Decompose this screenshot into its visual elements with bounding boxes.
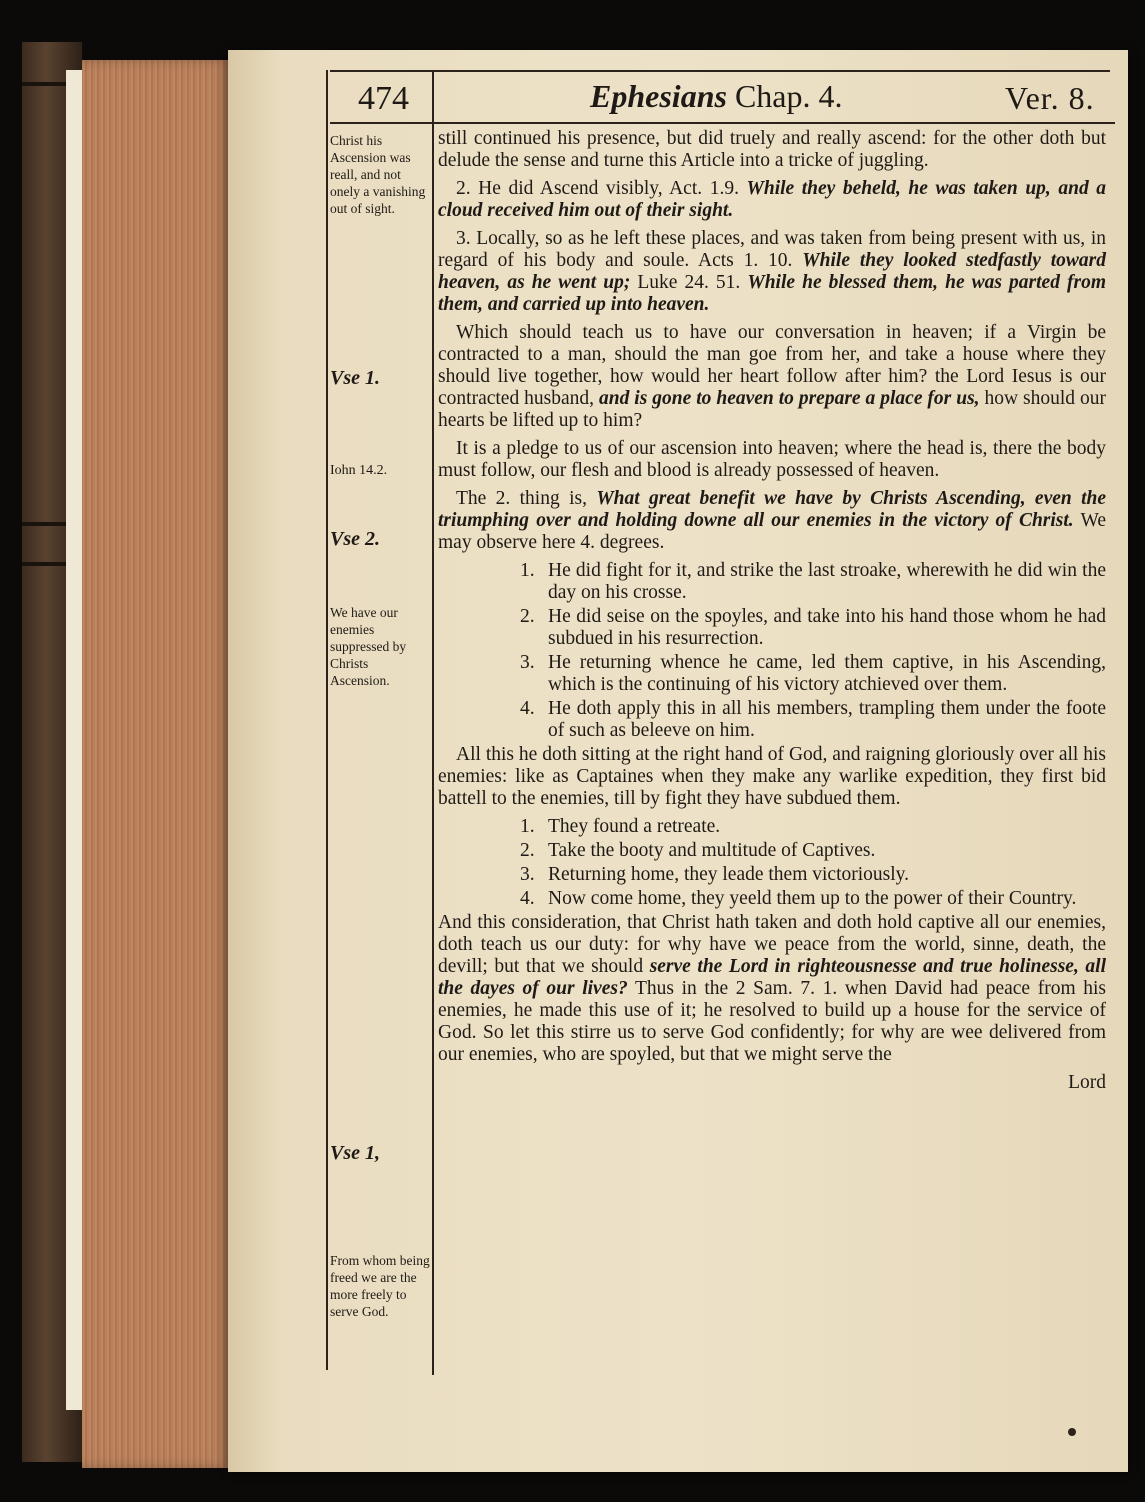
list-number: 2. (520, 840, 535, 861)
paragraph (438, 322, 1106, 432)
scripture-quote: While he blessed them, he was parted from them, and carried up into heaven. (438, 272, 1107, 315)
margin-note-serve-god: From whom being freed we are the more freely to serve God. (330, 1253, 430, 1319)
scripture-ref: Luke 24. 51. (637, 272, 741, 293)
verse-label: Ver. 8. (1005, 80, 1095, 116)
paragraph: still continued his presence, but did truely and really ascend: for the other doth but delude the sense and turne this Article into a tricke of juggling. (438, 128, 1106, 171)
list-text: He returning whence he came, led them captive, in his Ascending, which is the continuing of his victory atchieved over them. (548, 652, 1106, 695)
chapter-label: Chap. 4. (734, 78, 843, 114)
list-number: 4. (520, 698, 535, 719)
list-text: Returning home, they leade them victoriously. (548, 864, 910, 885)
margin-use-3: Vse 1, (330, 1142, 380, 1164)
page-block-edge (82, 60, 232, 1468)
margin-column-rule-right (432, 70, 434, 1375)
list-item (438, 652, 1106, 696)
margin-column-rule-left (326, 70, 328, 1370)
paragraph (438, 912, 1106, 1066)
list-item (438, 864, 1106, 886)
ink-spot (1068, 1428, 1076, 1436)
captains-list (438, 816, 1106, 910)
list-item (438, 816, 1106, 838)
list-number: 3. (520, 652, 535, 673)
paragraph-text: Which should teach us to have our conversation in heaven; if a Virgin be contracted to a man, should the man goe from her, and take a house where they should live together, how would her heart follow after him? the Lord Iesus is our contracted husband, (438, 322, 1106, 409)
margin-ref-john: Iohn 14.2. (330, 463, 388, 478)
paragraph-text: how should our hearts be lifted up to him? (438, 388, 1106, 431)
scripture-quote: While they beheld, he was taken up, and a cloud received him out of their sight. (438, 178, 1107, 221)
list-number: 2. (520, 606, 535, 627)
body-text (438, 128, 1106, 1094)
paragraph (438, 228, 1106, 316)
list-number: 3. (520, 864, 535, 885)
list-number: 4. (520, 888, 535, 909)
list-item (438, 606, 1106, 650)
list-text: They found a retreate. (548, 816, 721, 837)
paragraph: It is a pledge to us of our ascension into heaven; where the head is, there the body must follow, our flesh and blood is already possessed of heaven. (438, 438, 1106, 481)
list-text: Now come home, they yeeld them up to the power of their Country. (548, 888, 1077, 909)
list-number: 1. (520, 816, 535, 837)
endpaper (66, 70, 82, 1410)
list-text: He did seise on the spoyles, and take into his hand those whom he had subdued in his resurrection. (548, 606, 1106, 649)
list-text: Take the booty and multitude of Captives. (548, 840, 876, 861)
scripture-quote: While they looked stedfastly toward heaven, as he went up; (438, 250, 1106, 293)
degrees-list (438, 560, 1106, 742)
list-item (438, 560, 1106, 604)
list-number: 1. (520, 560, 535, 581)
list-text: He did fight for it, and strike the last stroake, wherewith he did win the day on his crosse. (548, 560, 1106, 603)
catchword: Lord (1068, 1072, 1106, 1093)
page-number: 474 (358, 80, 409, 117)
header-rule-top (330, 70, 1110, 72)
paragraph-text: We may observe here 4. degrees. (438, 510, 1106, 553)
margin-note-enemies: We have our enemies suppressed by Christs Ascension. (330, 605, 407, 688)
paragraph-text: 3. Locally, so as he left these places, and was taken from being present with us, in regard of his body and soule. Acts 1. 10. (438, 228, 1106, 271)
list-item (438, 698, 1106, 742)
book-title: Ephesians (590, 78, 727, 114)
list-text: He doth apply this in all his members, trampling them under the foote of such as beleeve on him. (548, 698, 1106, 741)
margin-note-ascension-real: Christ his Ascension was reall, and not onely a vanishing out of sight. (330, 133, 426, 216)
paragraph-text: And this consideration, that Christ hath taken and doth hold captive all our enemies, doth teach us our duty: for why have we peace from the world, sinne, death, the devill; but that we should (438, 912, 1106, 977)
margin-use-2: Vse 2. (330, 528, 380, 550)
running-head (590, 78, 842, 115)
paragraph (438, 488, 1106, 554)
margin-use-1: Vse 1. (330, 367, 380, 389)
paragraph (438, 178, 1106, 222)
paragraph-text: Thus in the 2 Sam. 7. 1. when David had peace from his enemies, he made this use of it; he resolved to build up a house for the service of God. So let this stirre us to serve God confidently; for why are wee delivered from our enemies, who are spoyled, but that we might serve the (438, 978, 1106, 1065)
scripture-quote: serve the Lord in righteousnesse and true holinesse, all the dayes of our lives? (438, 956, 1106, 999)
scripture-quote: and is gone to heaven to prepare a place for us, (599, 388, 980, 409)
list-item (438, 888, 1106, 910)
paragraph-text: The 2. thing is, (456, 488, 587, 509)
paragraph-text: 2. He did Ascend visibly, Act. 1.9. (456, 178, 739, 199)
thesis-statement: What great benefit we have by Christs Ascending, even the triumphing over and holding downe all our enemies in the victory of Christ. (438, 488, 1106, 531)
header-rule-bottom (330, 122, 1115, 124)
list-item (438, 840, 1106, 862)
paragraph: All this he doth sitting at the right hand of God, and raigning gloriously over all his enemies: like as Captaines when they make any warlike expedition, they first bid battell to the enemies, till by fight they have subdued them. (438, 744, 1106, 809)
